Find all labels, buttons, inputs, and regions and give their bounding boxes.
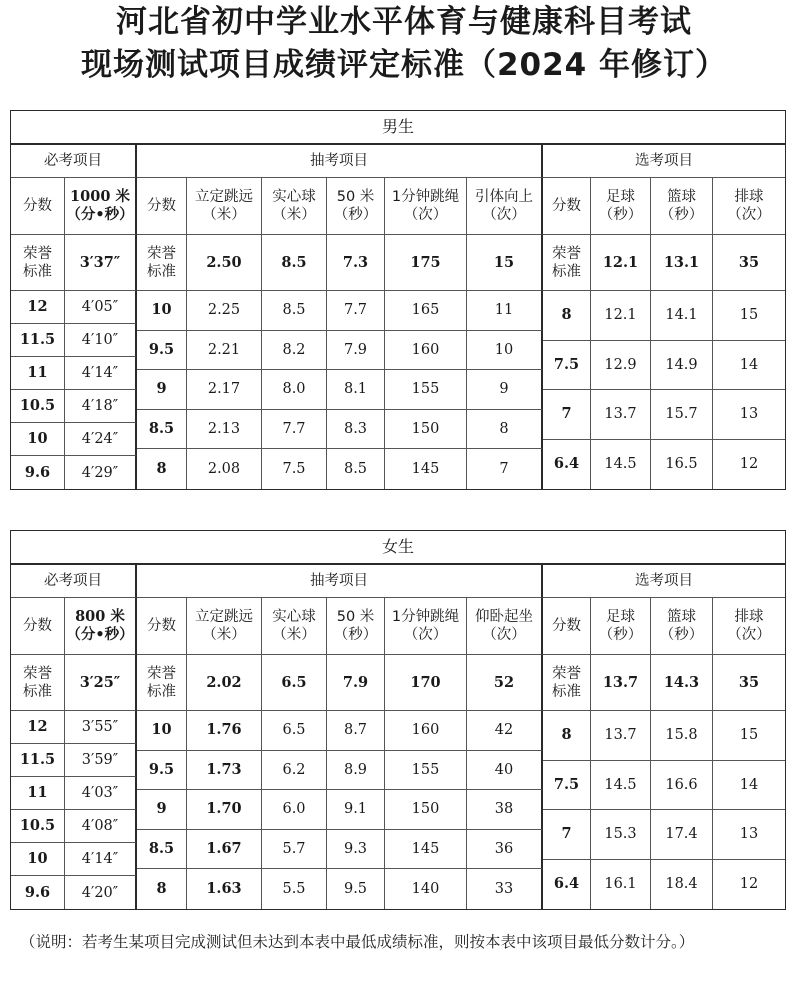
optional-value: 15.3	[591, 810, 651, 860]
optional-value: 12.1	[591, 291, 651, 341]
optional-event-header-line-2: （秒）	[598, 207, 643, 223]
drawn-event-header-line-2: （次）	[403, 627, 448, 643]
honor-label-line-1: 荣誉	[552, 245, 581, 262]
drawn-value: 140	[385, 869, 467, 909]
document-title: 河北省初中学业水平体育与健康科目考试	[116, 4, 692, 40]
optional-event-header	[651, 178, 713, 235]
drawn-value: 160	[385, 331, 467, 371]
honor-label	[137, 655, 187, 711]
drawn-value: 8.3	[327, 410, 385, 450]
optional-score: 7.5	[543, 341, 591, 391]
group-required-header: 必考项目	[11, 565, 137, 598]
drawn-value: 160	[385, 711, 467, 751]
optional-event-header-line-1: 排球	[734, 609, 764, 625]
girls-standard-table	[10, 530, 786, 910]
optional-score: 8	[543, 711, 591, 761]
drawn-event-header	[385, 598, 467, 655]
drawn-value: 8.2	[262, 331, 327, 371]
drawn-event-header-line-1: 50 米	[336, 609, 375, 625]
optional-honor-value: 14.3	[651, 655, 713, 711]
optional-honor-value: 12.1	[591, 235, 651, 291]
drawn-event-header-line-2: （秒）	[333, 627, 378, 643]
optional-event-header	[591, 598, 651, 655]
drawn-value: 10	[467, 331, 543, 371]
drawn-event-header	[385, 178, 467, 235]
optional-value: 13.7	[591, 711, 651, 761]
drawn-score: 9	[137, 790, 187, 830]
optional-value: 17.4	[651, 810, 713, 860]
optional-value: 12	[739, 876, 759, 893]
drawn-value: 165	[385, 291, 467, 331]
drawn-score: 9.5	[137, 751, 187, 791]
required-event-header	[65, 598, 137, 655]
honor-label	[543, 235, 591, 291]
optional-value: 16.6	[651, 761, 713, 811]
optional-value: 15.7	[651, 390, 713, 440]
drawn-value: 40	[467, 751, 543, 791]
drawn-event-header-line-1: 1分钟跳绳	[391, 609, 460, 625]
drawn-event-header	[467, 178, 543, 235]
optional-value: 12.9	[591, 341, 651, 391]
drawn-value: 8.5	[262, 291, 327, 331]
required-score: 9.6	[11, 456, 65, 489]
required-value: 4′08″	[65, 810, 137, 843]
optional-value: 14	[713, 761, 785, 811]
drawn-value: 2.25	[187, 291, 262, 331]
drawn-score: 10	[137, 291, 187, 331]
drawn-event-header-line-1: 立定跳远	[195, 609, 253, 625]
drawn-value: 155	[385, 370, 467, 410]
drawn-event-header-line-2: （秒）	[333, 207, 378, 223]
drawn-score-header: 分数	[137, 178, 187, 235]
required-score: 11.5	[11, 744, 65, 777]
drawn-event-header	[187, 598, 262, 655]
optional-value: 13.7	[591, 390, 651, 440]
optional-value: 14.5	[591, 440, 651, 490]
drawn-event-header-line-2: （米）	[202, 627, 246, 643]
optional-value: 13	[713, 390, 785, 440]
boys-standard-table	[10, 110, 786, 490]
required-value: 4′18″	[65, 390, 137, 423]
honor-label-line-1: 荣誉	[23, 665, 52, 682]
drawn-value: 6.2	[262, 751, 327, 791]
required-score: 11	[11, 777, 65, 810]
drawn-honor-value: 8.5	[262, 235, 327, 291]
drawn-value: 9.5	[327, 869, 385, 909]
optional-score: 7.5	[543, 761, 591, 811]
optional-value: 13	[713, 810, 785, 860]
drawn-event-header-line-1: 50 米	[336, 189, 375, 205]
drawn-value: 150	[385, 410, 467, 450]
gender-header: 男生	[11, 111, 785, 145]
honor-label-line-1: 荣誉	[23, 245, 52, 262]
required-score: 12	[11, 291, 65, 324]
required-value: 4′24″	[65, 423, 137, 456]
optional-event-header-line-2: （次）	[727, 207, 771, 223]
group-drawn-header: 抽考项目	[137, 565, 543, 598]
required-value: 4′05″	[65, 291, 137, 324]
drawn-value: 8.0	[262, 370, 327, 410]
drawn-honor-value: 175	[385, 235, 467, 291]
drawn-value: 7	[467, 449, 543, 489]
drawn-value: 11	[467, 291, 543, 331]
drawn-value: 33	[467, 869, 543, 909]
required-honor-value: 3′25″	[65, 655, 137, 711]
drawn-value: 145	[385, 830, 467, 870]
drawn-value: 1.76	[187, 711, 262, 751]
required-event-header-line-1: 800 米	[75, 608, 125, 625]
drawn-value: 150	[385, 790, 467, 830]
required-score: 11.5	[11, 324, 65, 357]
optional-value: 14	[713, 341, 785, 391]
required-event-header-line-2: （分•秒）	[66, 626, 134, 643]
honor-label-line-1: 荣誉	[147, 665, 176, 682]
drawn-value: 8.1	[327, 370, 385, 410]
optional-event-header-line-2: （次）	[727, 627, 771, 643]
optional-value: 15	[713, 291, 785, 341]
drawn-score: 8.5	[137, 830, 187, 870]
optional-value: 15	[713, 711, 785, 761]
drawn-value: 2.21	[187, 331, 262, 371]
drawn-event-header-line-1: 引体向上	[475, 189, 533, 205]
optional-event-header-line-1: 篮球	[667, 189, 696, 205]
drawn-value: 9.1	[327, 790, 385, 830]
optional-score: 6.4	[543, 860, 591, 910]
optional-score-header: 分数	[543, 598, 591, 655]
optional-event-header	[591, 178, 651, 235]
honor-label-line-2: 标准	[23, 683, 52, 700]
optional-event-header	[713, 178, 785, 235]
drawn-value: 8.7	[327, 711, 385, 751]
drawn-value: 7.9	[327, 331, 385, 371]
required-score-header: 分数	[11, 178, 65, 235]
drawn-value: 2.08	[187, 449, 262, 489]
drawn-value: 7.7	[262, 410, 327, 450]
required-score: 10	[11, 843, 65, 876]
group-optional-header: 选考项目	[543, 145, 785, 178]
group-required-header: 必考项目	[11, 145, 137, 178]
drawn-value: 1.63	[187, 869, 262, 909]
optional-event-header-line-1: 足球	[606, 609, 635, 625]
drawn-event-header	[262, 178, 327, 235]
required-event-header-line-1: 1000 米	[70, 188, 130, 205]
drawn-score: 10	[137, 711, 187, 751]
drawn-value: 1.73	[187, 751, 262, 791]
optional-value: 15.8	[651, 711, 713, 761]
drawn-honor-value: 15	[467, 235, 543, 291]
drawn-event-header-line-1: 1分钟跳绳	[391, 189, 460, 205]
optional-event-header-line-2: （秒）	[659, 627, 704, 643]
optional-value: 14.1	[651, 291, 713, 341]
drawn-honor-value: 7.9	[327, 655, 385, 711]
drawn-honor-value: 6.5	[262, 655, 327, 711]
drawn-event-header	[187, 178, 262, 235]
drawn-score: 8	[137, 869, 187, 909]
document-subtitle: 现场测试项目成绩评定标准（2024 年修订）	[80, 47, 728, 83]
optional-event-header-line-1: 足球	[606, 189, 635, 205]
drawn-event-header-line-2: （米）	[272, 207, 316, 223]
honor-label-line-1: 荣誉	[552, 665, 581, 682]
optional-event-header-line-1: 排球	[734, 189, 764, 205]
footnote: （说明：若考生某项目完成测试但未达到本表中最低成绩标准，则按本表中该项目最低分数计分。）	[20, 933, 695, 951]
honor-label-line-2: 标准	[23, 263, 52, 280]
drawn-value: 2.13	[187, 410, 262, 450]
optional-score-header: 分数	[543, 178, 591, 235]
honor-label-line-2: 标准	[552, 683, 581, 700]
required-value: 4′20″	[65, 876, 137, 909]
drawn-value: 5.7	[262, 830, 327, 870]
drawn-event-header	[262, 598, 327, 655]
drawn-event-header-line-2: （次）	[482, 627, 526, 643]
drawn-score-header: 分数	[137, 598, 187, 655]
optional-value: 14.9	[651, 341, 713, 391]
optional-value: 18.4	[651, 860, 713, 910]
required-value: 4′14″	[65, 843, 137, 876]
drawn-event-header-line-2: （米）	[272, 627, 316, 643]
drawn-event-header-line-1: 实心球	[272, 609, 316, 625]
optional-event-header	[651, 598, 713, 655]
optional-event-header-line-2: （秒）	[659, 207, 704, 223]
required-value: 4′10″	[65, 324, 137, 357]
drawn-honor-value: 2.02	[187, 655, 262, 711]
drawn-event-header-line-2: （次）	[403, 207, 448, 223]
optional-event-header-line-2: （秒）	[598, 627, 643, 643]
drawn-value: 6.5	[262, 711, 327, 751]
honor-label	[11, 235, 65, 291]
drawn-value: 7.7	[327, 291, 385, 331]
drawn-honor-value: 2.50	[187, 235, 262, 291]
drawn-score: 9	[137, 370, 187, 410]
required-score: 12	[11, 711, 65, 744]
optional-score: 6.4	[543, 440, 591, 490]
optional-honor-value: 35	[713, 235, 785, 291]
required-score: 9.6	[11, 876, 65, 909]
drawn-value: 7.5	[262, 449, 327, 489]
optional-value: 16.1	[591, 860, 651, 910]
required-score: 10	[11, 423, 65, 456]
drawn-event-header-line-2: （米）	[202, 207, 246, 223]
required-value: 4′29″	[65, 456, 137, 489]
honor-label-line-2: 标准	[147, 263, 176, 280]
required-value: 4′03″	[65, 777, 137, 810]
optional-honor-value: 35	[713, 655, 785, 711]
optional-value: 12	[739, 456, 759, 473]
drawn-value: 9.3	[327, 830, 385, 870]
drawn-value: 38	[467, 790, 543, 830]
drawn-event-header-line-1: 仰卧起坐	[475, 609, 533, 625]
required-score: 11	[11, 357, 65, 390]
required-value: 3′59″	[65, 744, 137, 777]
drawn-value: 8.5	[327, 449, 385, 489]
drawn-event-header-line-1: 实心球	[272, 189, 316, 205]
drawn-score: 8.5	[137, 410, 187, 450]
drawn-value: 9	[467, 370, 543, 410]
drawn-score: 9.5	[137, 331, 187, 371]
optional-score: 7	[543, 810, 591, 860]
drawn-value: 42	[467, 711, 543, 751]
drawn-value: 36	[467, 830, 543, 870]
honor-label-line-2: 标准	[147, 683, 176, 700]
gender-header: 女生	[11, 531, 785, 565]
drawn-value: 2.17	[187, 370, 262, 410]
drawn-value: 1.67	[187, 830, 262, 870]
required-value: 3′55″	[65, 711, 137, 744]
honor-label	[543, 655, 591, 711]
group-drawn-header: 抽考项目	[137, 145, 543, 178]
drawn-value: 5.5	[262, 869, 327, 909]
optional-honor-value: 13.1	[651, 235, 713, 291]
required-honor-value: 3′37″	[65, 235, 137, 291]
drawn-value: 155	[385, 751, 467, 791]
required-event-header	[65, 178, 137, 235]
optional-event-header	[713, 598, 785, 655]
drawn-honor-value: 170	[385, 655, 467, 711]
drawn-value: 8	[467, 410, 543, 450]
honor-label	[11, 655, 65, 711]
drawn-event-header-line-2: （次）	[482, 207, 526, 223]
drawn-value: 8.9	[327, 751, 385, 791]
required-value: 4′14″	[65, 357, 137, 390]
honor-label	[137, 235, 187, 291]
drawn-value: 145	[385, 449, 467, 489]
optional-value: 16.5	[651, 440, 713, 490]
required-event-header-line-2: （分•秒）	[66, 206, 134, 223]
optional-event-header-line-1: 篮球	[667, 609, 696, 625]
optional-score: 8	[543, 291, 591, 341]
drawn-event-header-line-1: 立定跳远	[195, 189, 253, 205]
group-optional-header: 选考项目	[543, 565, 785, 598]
drawn-value: 1.70	[187, 790, 262, 830]
drawn-event-header	[327, 178, 385, 235]
required-score: 10.5	[11, 390, 65, 423]
drawn-event-header	[327, 598, 385, 655]
drawn-value: 6.0	[262, 790, 327, 830]
optional-honor-value: 13.7	[591, 655, 651, 711]
optional-value: 14.5	[591, 761, 651, 811]
drawn-honor-value: 52	[467, 655, 543, 711]
required-score-header: 分数	[11, 598, 65, 655]
drawn-score: 8	[137, 449, 187, 489]
optional-score: 7	[543, 390, 591, 440]
drawn-honor-value: 7.3	[327, 235, 385, 291]
honor-label-line-2: 标准	[552, 263, 581, 280]
drawn-event-header	[467, 598, 543, 655]
required-score: 10.5	[11, 810, 65, 843]
honor-label-line-1: 荣誉	[147, 245, 176, 262]
